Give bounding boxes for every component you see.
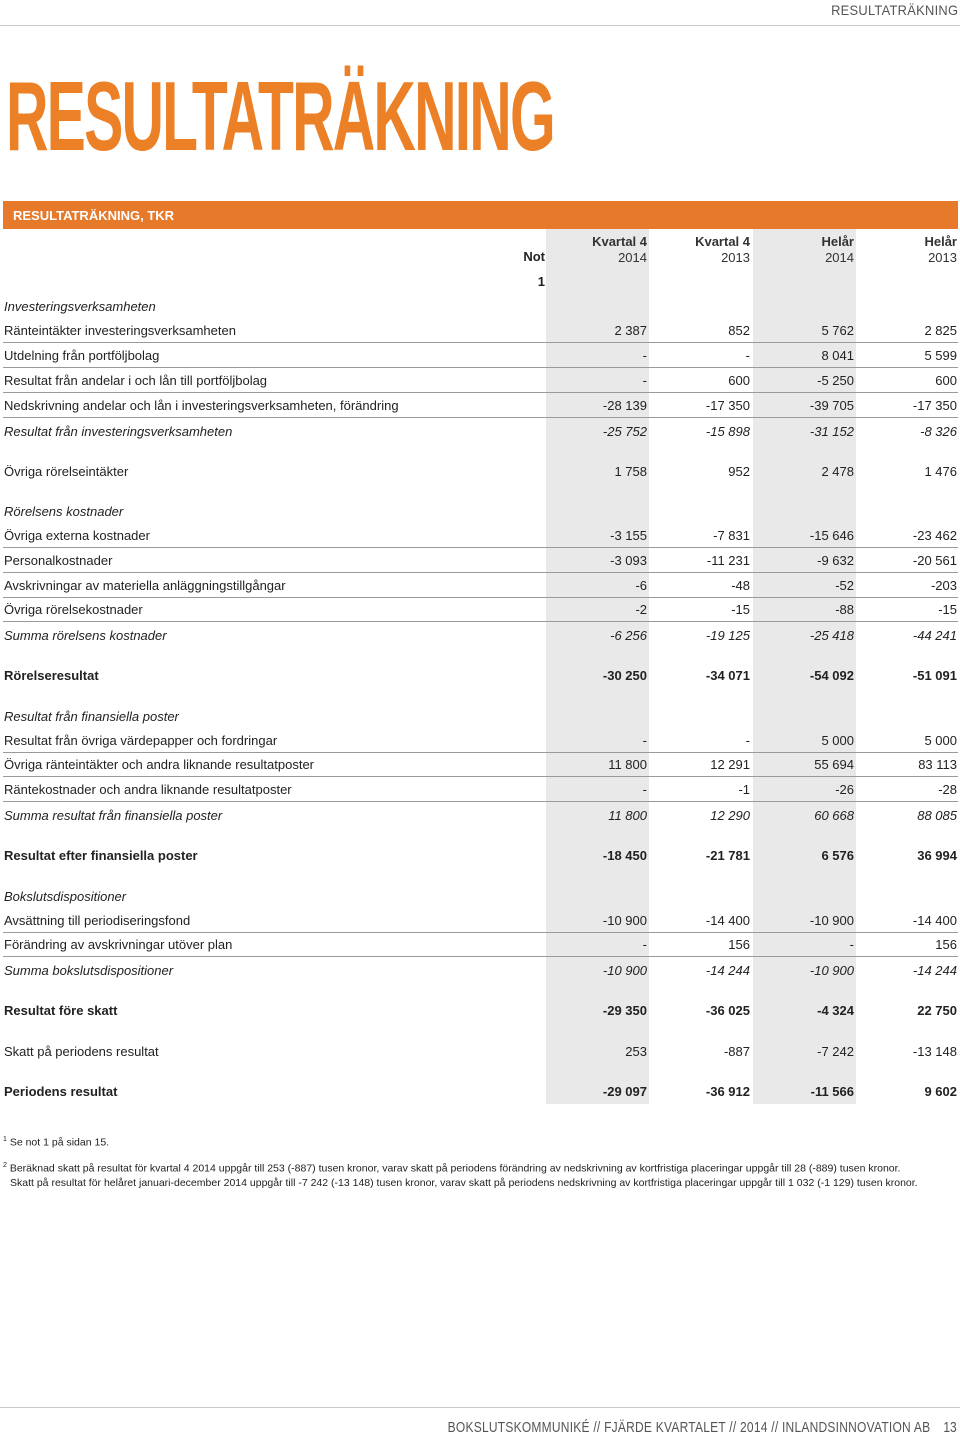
table-row — [3, 1039, 958, 1063]
header-section-title: RESULTATRÄKNING — [830, 2, 958, 18]
table-row — [3, 998, 958, 1022]
row-value: 36 994 — [917, 848, 957, 863]
row-value: 156 — [935, 937, 957, 952]
row-value: -14 244 — [705, 963, 750, 978]
row-label: Periodens resultat — [4, 1084, 118, 1099]
row-value: -21 781 — [705, 848, 750, 863]
row-value: -7 242 — [817, 1044, 854, 1059]
row-label: Bokslutsdispositioner — [4, 889, 127, 904]
row-label: Investeringsverksamheten — [4, 299, 156, 314]
column-header-label: Helår — [821, 234, 854, 249]
row-value: -13 148 — [912, 1044, 957, 1059]
column-header-label: Helår — [924, 234, 957, 249]
row-value: 8 041 — [821, 348, 854, 363]
row-value: 1 758 — [614, 464, 647, 479]
table-row — [3, 394, 958, 418]
row-value: -10 900 — [602, 913, 647, 928]
row-value: -20 561 — [912, 553, 957, 568]
row-value: -7 831 — [713, 528, 750, 543]
row-value: -15 — [731, 602, 750, 617]
row-value: -11 231 — [706, 553, 750, 568]
row-label: Summa rörelsens kostnader — [4, 628, 167, 643]
footnote-2-mark: 2 — [3, 1162, 7, 1169]
header-rule — [0, 25, 960, 26]
column-header-label: Kvartal 4 — [695, 234, 750, 249]
row-value: -203 — [930, 578, 957, 593]
table-row — [3, 574, 958, 598]
table-row — [3, 753, 958, 777]
row-value: 60 668 — [814, 808, 854, 823]
table-row — [3, 499, 958, 523]
footnote-2 — [3, 1162, 900, 1175]
row-value: 11 800 — [608, 757, 647, 772]
table-row — [3, 909, 958, 933]
row-value: 9 602 — [924, 1084, 957, 1099]
table-row — [3, 344, 958, 368]
table-row — [3, 1079, 958, 1103]
row-label: Utdelning från portföljbolag — [4, 348, 160, 363]
row-value: -29 097 — [602, 1084, 647, 1099]
row-value: -25 752 — [602, 424, 647, 439]
row-value: 11 800 — [608, 808, 647, 823]
row-label: Avskrivningar av materiella anläggningstillgångar — [4, 578, 286, 593]
row-value: -5 250 — [817, 373, 854, 388]
table-row — [3, 549, 958, 573]
row-value: -15 898 — [705, 424, 750, 439]
row-value: -18 450 — [602, 848, 647, 863]
table-row — [3, 319, 958, 343]
row-value: 600 — [728, 373, 750, 388]
row-value: -26 — [835, 782, 854, 797]
column-header-year: 2013 — [928, 250, 957, 265]
row-label: Förändring av avskrivningar utöver plan — [4, 937, 233, 952]
table-row — [3, 294, 958, 318]
table-row — [3, 958, 958, 982]
footer-publication: BOKSLUTSKOMMUNIKÉ // FJÄRDE KVARTALET // 2014 // INLANDSINNOVATION AB — [447, 1419, 930, 1436]
row-label: Ränteintäkter investeringsverksamheten — [4, 323, 236, 338]
row-value: -1 — [738, 782, 750, 797]
row-value: -28 — [938, 782, 957, 797]
row-label: Resultat från andelar i och lån till portföljbolag — [4, 373, 268, 388]
row-value: - — [745, 733, 750, 748]
footnote-2-line-2: Skatt på resultat för helåret januari-december 2014 uppgår till -7 242 (-13 148) tusen kronor, varav skatt på periodens nedskrivning av kortfristiga placeringar uppgår till 1 032 (-1 129) tusen kronor. — [10, 1177, 918, 1189]
row-value: -11 566 — [810, 1084, 854, 1099]
row-value: -23 462 — [912, 528, 957, 543]
row-label: Övriga externa kostnader — [4, 528, 150, 543]
row-value: -54 092 — [809, 668, 854, 683]
footnote-2-continued — [10, 1177, 918, 1189]
not-reference: 1 — [537, 274, 545, 289]
table-title-bar — [3, 201, 958, 229]
row-value: -51 091 — [912, 668, 957, 683]
row-value: - — [642, 348, 647, 363]
table-row — [3, 843, 958, 867]
row-label: Övriga ränteintäkter och andra liknande resultatposter — [4, 757, 315, 772]
row-label: Övriga rörelseintäkter — [4, 464, 129, 479]
row-value: -14 244 — [912, 963, 957, 978]
row-value: -8 326 — [920, 424, 957, 439]
footer-rule — [0, 1407, 960, 1408]
row-value: -25 418 — [809, 628, 854, 643]
column-header — [650, 234, 750, 266]
row-label: Skatt på periodens resultat — [4, 1044, 159, 1059]
row-value: -28 139 — [602, 398, 647, 413]
column-header — [754, 234, 854, 266]
row-value: 156 — [728, 937, 750, 952]
row-value: 55 694 — [814, 757, 854, 772]
row-value: 253 — [625, 1044, 647, 1059]
row-value: -15 — [938, 602, 957, 617]
row-value: - — [642, 733, 647, 748]
row-value: - — [642, 782, 647, 797]
row-value: -3 093 — [610, 553, 647, 568]
row-value: -6 — [635, 578, 647, 593]
page-number: 13 — [943, 1419, 957, 1436]
row-value: 88 085 — [917, 808, 957, 823]
table-row — [3, 778, 958, 802]
row-value: -48 — [731, 578, 750, 593]
row-value: 2 825 — [924, 323, 957, 338]
row-value: -9 632 — [817, 553, 854, 568]
footnote-1-mark: 1 — [3, 1136, 7, 1143]
row-label: Resultat före skatt — [4, 1003, 118, 1018]
row-label: Nedskrivning andelar och lån i investeringsverksamheten, förändring — [4, 398, 399, 413]
row-value: 852 — [728, 323, 750, 338]
row-label: Rörelseresultat — [4, 668, 99, 683]
row-value: 5 000 — [924, 733, 957, 748]
table-row — [3, 598, 958, 622]
row-label: Resultat från investeringsverksamheten — [4, 424, 233, 439]
row-value: -44 241 — [912, 628, 957, 643]
row-value: -887 — [723, 1044, 750, 1059]
row-value: -36 912 — [705, 1084, 750, 1099]
table-row — [3, 419, 958, 443]
column-header-year: 2014 — [825, 250, 854, 265]
row-value: -10 900 — [809, 963, 854, 978]
row-value: -10 900 — [602, 963, 647, 978]
row-value: -14 400 — [912, 913, 957, 928]
not-column-header: Not — [523, 249, 545, 264]
row-label: Rörelsens kostnader — [4, 504, 124, 519]
row-value: 600 — [935, 373, 957, 388]
row-value: 1 476 — [924, 464, 957, 479]
row-value: -17 350 — [705, 398, 750, 413]
table-row — [3, 459, 958, 483]
row-value: - — [642, 937, 647, 952]
row-value: -34 071 — [705, 668, 750, 683]
row-value: -2 — [635, 602, 647, 617]
table-row — [3, 933, 958, 957]
row-value: 12 291 — [710, 757, 750, 772]
table-row — [3, 524, 958, 548]
row-label: Resultat från finansiella poster — [4, 709, 179, 724]
row-value: -3 155 — [610, 528, 647, 543]
table-row — [3, 704, 958, 728]
footnote-2-line-1: Beräknad skatt på resultat för kvartal 4 2014 uppgår till 253 (-887) tusen kronor, varav skatt på periodens förändring av nedskrivning av kortfristiga placeringar uppgår till 28 (-889) tusen kronor. — [9, 1162, 901, 1175]
row-label: Avsättning till periodiseringsfond — [4, 913, 191, 928]
row-value: 2 387 — [614, 323, 647, 338]
footnote-1-text: Se not 1 på sidan 15. — [9, 1136, 110, 1149]
row-value: - — [849, 937, 854, 952]
row-value: -31 152 — [809, 424, 854, 439]
column-header-year: 2014 — [618, 250, 647, 265]
row-value: 6 576 — [821, 848, 854, 863]
column-header-year: 2013 — [721, 250, 750, 265]
row-label: Summa resultat från finansiella poster — [4, 808, 223, 823]
column-header — [547, 234, 647, 266]
row-value: -88 — [835, 602, 854, 617]
row-value: -10 900 — [809, 913, 854, 928]
row-value: 5 599 — [924, 348, 957, 363]
row-value: -6 256 — [610, 628, 647, 643]
row-value: 5 762 — [821, 323, 854, 338]
table-row — [3, 884, 958, 908]
row-value: -30 250 — [602, 668, 647, 683]
footnote-1 — [3, 1136, 109, 1149]
row-value: -39 705 — [809, 398, 854, 413]
row-value: 12 290 — [710, 808, 750, 823]
row-value: -36 025 — [705, 1003, 750, 1018]
row-value: - — [642, 373, 647, 388]
row-value: - — [745, 348, 750, 363]
row-label: Resultat efter finansiella poster — [4, 848, 198, 863]
row-label: Personalkostnader — [4, 553, 113, 568]
row-value: 22 750 — [917, 1003, 957, 1018]
table-row — [3, 729, 958, 753]
row-value: 5 000 — [821, 733, 854, 748]
column-header-label: Kvartal 4 — [592, 234, 647, 249]
row-value: 2 478 — [821, 464, 854, 479]
row-value: -14 400 — [705, 913, 750, 928]
row-value: -52 — [835, 578, 854, 593]
row-value: -15 646 — [809, 528, 854, 543]
table-title: RESULTATRÄKNING, TKR — [13, 208, 175, 223]
row-label: Övriga rörelsekostnader — [4, 602, 143, 617]
row-value: -29 350 — [602, 1003, 647, 1018]
table-row — [3, 369, 958, 393]
row-label: Summa bokslutsdispositioner — [4, 963, 174, 978]
row-value: -4 324 — [817, 1003, 854, 1018]
row-value: 83 113 — [918, 757, 957, 772]
row-value: 952 — [728, 464, 750, 479]
row-label: Resultat från övriga värdepapper och fordringar — [4, 733, 278, 748]
column-header — [857, 234, 957, 266]
row-value: -17 350 — [912, 398, 957, 413]
table-row — [3, 623, 958, 647]
page-title: RESULTATRÄKNING — [6, 61, 554, 171]
table-row — [3, 803, 958, 827]
table-row — [3, 663, 958, 687]
row-label: Räntekostnader och andra liknande resultatposter — [4, 782, 292, 797]
row-value: -19 125 — [705, 628, 750, 643]
